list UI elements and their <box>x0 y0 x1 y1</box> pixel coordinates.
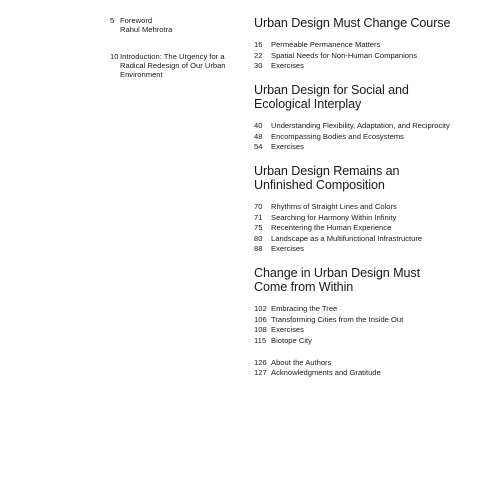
entry-title: Understanding Flexibility, Adaptation, and Reciprocity <box>271 121 450 130</box>
entry-title: Acknowledgments and Gratitude <box>271 368 381 377</box>
toc-entry[interactable] <box>254 40 454 49</box>
entry-title: Encompassing Bodies and Ecosystems <box>271 131 404 141</box>
page-number: 10 <box>110 52 119 61</box>
part-entries <box>254 202 454 253</box>
toc-part-1 <box>254 16 454 70</box>
page-number: 88 <box>254 244 263 253</box>
part-title: Change in Urban Design Must Come from Within <box>254 266 421 294</box>
entry-title: Rhythms of Straight Lines and Colors <box>271 202 397 211</box>
entry-title: About the Authors <box>271 357 332 367</box>
part-title: Urban Design Must Change Course <box>254 16 451 30</box>
page-number: 70 <box>254 202 263 211</box>
entry-title: Landscape as a Multifunctional Infrastructure <box>271 233 423 243</box>
part-entries <box>254 40 454 70</box>
page-number: 80 <box>254 233 263 243</box>
entry-title: Foreword Rahul Mehrotra <box>120 16 173 34</box>
toc-entry[interactable] <box>254 213 454 222</box>
part-title: Urban Design for Social and Ecological Interplay <box>254 83 409 111</box>
toc-entry[interactable] <box>254 132 454 141</box>
toc-entry[interactable] <box>254 336 454 345</box>
toc-entry-about-authors[interactable] <box>254 358 454 367</box>
entry-title: Exercises <box>271 325 304 334</box>
page-number: 30 <box>254 61 263 70</box>
toc-entry-foreword[interactable] <box>110 16 235 34</box>
entry-title: Transforming Cities from the Inside Out <box>271 314 404 324</box>
entry-title: Introduction: The Urgency for a Radical Redesign of Our Urban Environment <box>120 52 226 79</box>
toc-entry[interactable] <box>254 142 454 151</box>
page-number: 115 <box>254 335 267 345</box>
toc-entry[interactable] <box>254 304 454 313</box>
page-number: 40 <box>254 121 263 130</box>
page-number: 5 <box>110 16 115 25</box>
entry-title: Exercises <box>271 244 304 253</box>
front-matter-column <box>110 16 235 97</box>
entry-title: Biotope City <box>271 335 312 345</box>
entry-title: Embracing the Tree <box>271 304 338 313</box>
toc-entry[interactable] <box>254 223 454 232</box>
toc-entry[interactable] <box>254 244 454 253</box>
toc-entry[interactable] <box>254 51 454 60</box>
page-number: 54 <box>254 142 263 151</box>
page-number: 71 <box>254 212 263 222</box>
toc-entry[interactable] <box>254 234 454 243</box>
page-number: 127 <box>254 368 267 377</box>
page-number: 108 <box>254 325 267 334</box>
toc-entry[interactable] <box>254 325 454 334</box>
entry-title: Exercises <box>271 142 304 151</box>
page-number: 16 <box>254 40 263 49</box>
back-matter <box>254 358 454 378</box>
part-entries <box>254 121 454 151</box>
entry-title: Permeable Permanence Matters <box>271 40 381 49</box>
toc-part-4 <box>254 266 454 345</box>
page-number: 75 <box>254 223 263 232</box>
toc-entry[interactable] <box>254 202 454 211</box>
page-number: 106 <box>254 314 267 324</box>
toc-entry[interactable] <box>254 315 454 324</box>
entry-title: Spatial Needs for Non-Human Companions <box>271 50 418 60</box>
toc-part-2 <box>254 83 454 151</box>
entry-title: Exercises <box>271 61 304 70</box>
page-number: 48 <box>254 131 263 141</box>
toc-entry[interactable] <box>254 121 454 130</box>
part-title: Urban Design Remains an Unfinished Composition <box>254 164 400 192</box>
toc-part-3 <box>254 164 454 253</box>
parts-column <box>254 16 454 379</box>
toc-entry-acknowledgments[interactable] <box>254 368 454 377</box>
page-number: 102 <box>254 304 267 313</box>
toc-entry[interactable] <box>254 61 454 70</box>
part-entries <box>254 304 454 345</box>
page-number: 126 <box>254 357 267 367</box>
entry-title: Searching for Harmony Within Infinity <box>271 212 397 222</box>
entry-title: Recentering the Human Experience <box>271 223 392 232</box>
toc-entry-introduction[interactable] <box>110 52 235 79</box>
page-number: 22 <box>254 50 263 60</box>
